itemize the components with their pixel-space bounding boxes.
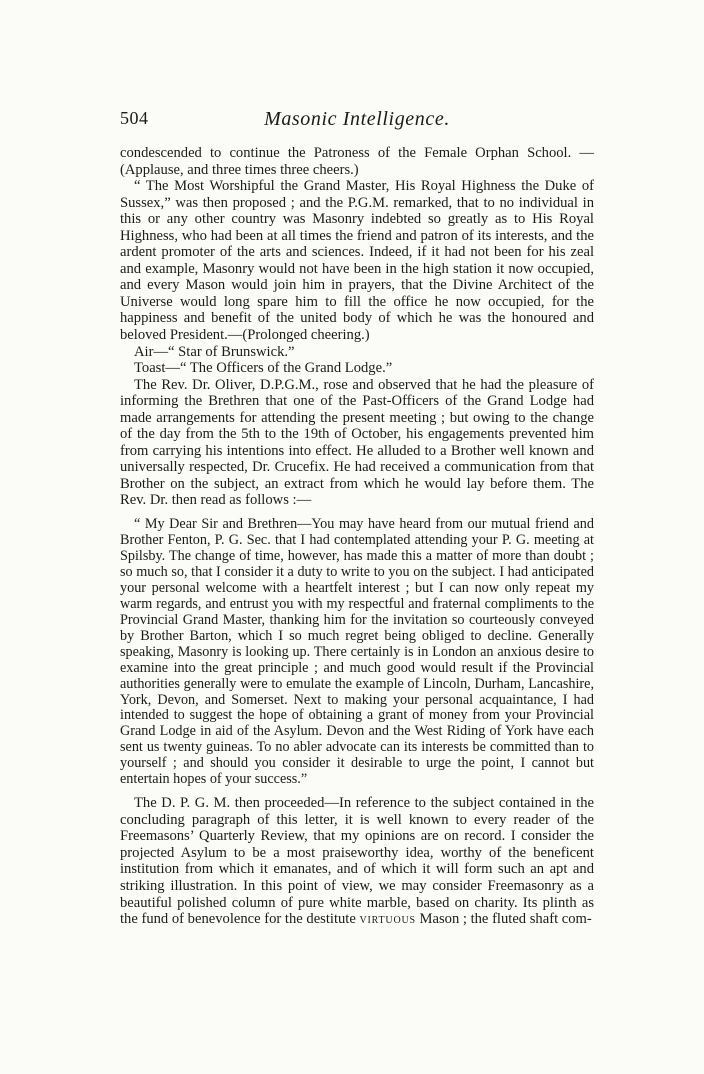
running-title: Masonic Intelligence. — [264, 108, 450, 130]
paragraph-dpgm-reply — [120, 795, 594, 927]
paragraph-officers-toast: Toast—“ The Officers of the Grand Lodge.” — [134, 360, 393, 377]
small-caps-word: virtuous — [359, 911, 416, 928]
page-number: 504 — [120, 108, 149, 128]
reply-text-start: The D. P. G. M. then proceeded—In reference to the subject contained in the concluding paragraph of this letter, it is well known to every reader of the Freemasons’ Quarterly Review, that my opinions are on record. I consider the projected Asylum to be a most praiseworthy idea, worthy of the beneficent institution from which it emanates, and of which it will form such an apt and striking illustration. In this point of view, we may consider Freemasonry as a beautiful polished column of pure white marble, based on charity. Its plinth as the fund of benevolence for the destitute — [120, 795, 594, 928]
page-header — [120, 108, 594, 132]
paragraph-grand-master-toast: “ The Most Worshipful the Grand Master, His Royal Highness the Duke of Sussex,” was then proposed ; and the P.G.M. remarked, that to no individual in this or any other country was Masonry indebted so greatly as to His Royal Highness, who had been at all times the friend and patron of its interests, and the ardent promoter of the arts and sciences. Indeed, if it had not been for his zeal and example, Masonry would not have been in the high station it now occupied, and every Mason would join him in prayers, that the Divine Architect of the Universe would long spare him to fill the office he now occupied, for the happiness and benefit of the united body of which he was the honoured and beloved President.—(Prolonged cheering.) — [120, 178, 594, 344]
page-body — [120, 145, 594, 928]
paragraph-dr-oliver: The Rev. Dr. Oliver, D.P.G.M., rose and observed that he had the pleasure of informing the Brethren that one of the Past-Officers of the Grand Lodge had made arrangements for attending the present meeting ; but owing to the change of the day from the 5th to the 19th of October, his engagements prevented him from carrying his intentions into effect. He alluded to a Brother well known and universally respected, Dr. Crucefix. He had received a communication from that Brother on the subject, an extract from which he would lay before them. The Rev. Dr. then read as follows :— — [120, 376, 594, 509]
reply-text-end: Mason ; the fluted shaft com- — [415, 911, 592, 928]
paragraph-air: Air—“ Star of Brunswick.” — [134, 343, 295, 360]
quoted-letter: “ My Dear Sir and Brethren—You may have heard from our mutual friend and Brother Fenton, P. G. Sec. that I had contemplated attending your P. G. meeting at Spilsby. The change of time, however, has made this a matter of more than doubt ; so much so, that I consider it a duty to write to you on the subject. I had anticipated your personal welcome with a heartfelt interest ; but I can now only repeat my warm regards, and entrust you with my respectful and fraternal compliments to the Provincial Grand Master, thanking him for the invitation so courteously conveyed by Brother Barton, which I so much regret being obliged to decline. Generally speaking, Masonry is looking up. There certainly is in London an anxious desire to examine into the great principle ; and much good would result if the Provincial authorities generally were to emulate the example of Lincoln, Durham, Lancashire, York, Devon, and Somerset. Next to making your personal acquaintance, I had intended to suggest the hope of obtaining a grant of money from your Provincial Grand Lodge in aid of the Asylum. Devon and the West Riding of York have each sent us twenty guineas. To no abler advocate can its interests be committed than to yourself ; and should you consider it desirable to urge the point, I cannot but entertain hopes of your success.” — [120, 516, 594, 788]
paragraph-orphan-school: condescended to continue the Patroness of the Female Orphan School. —(Applause, and three times three cheers.) — [120, 145, 594, 178]
